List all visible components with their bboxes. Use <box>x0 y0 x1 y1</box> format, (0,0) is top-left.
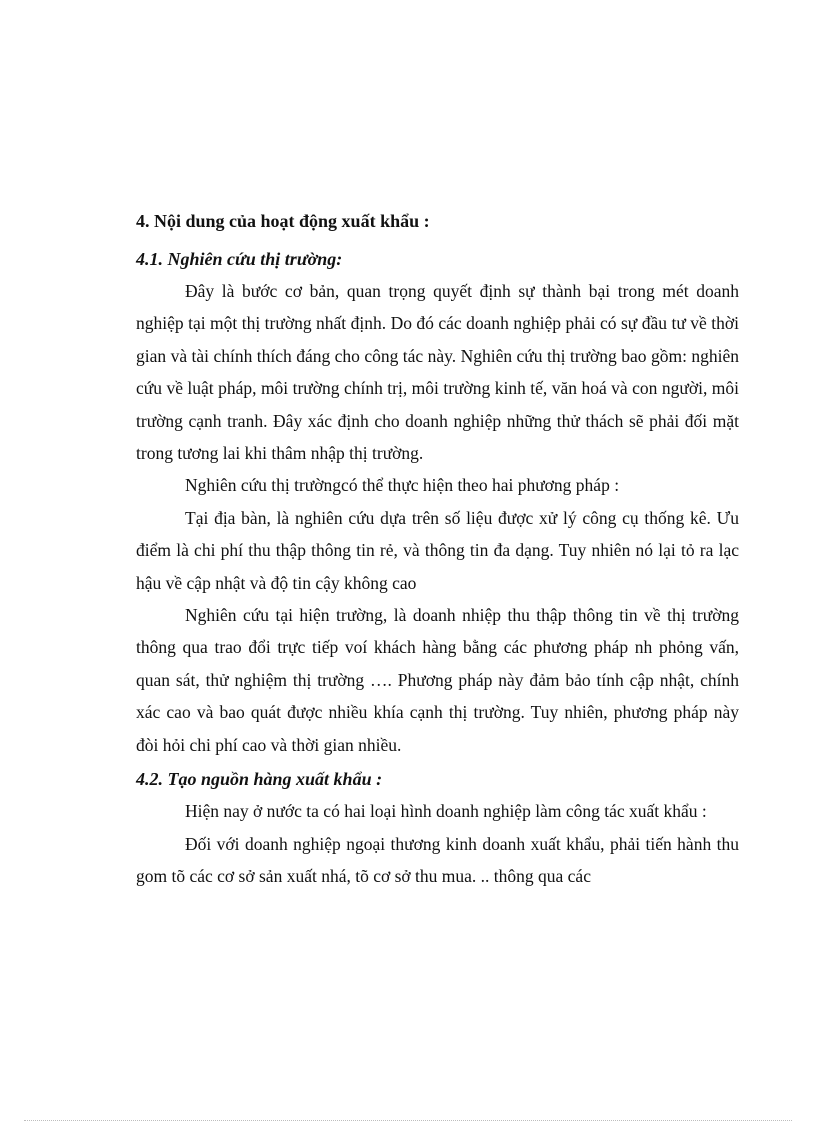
paragraph-field-research: Nghiên cứu tại hiện trường, là doanh nhiệp thu thập thông tin về thị trường thông qua trao đổi trực tiếp voí khách hàng bằng các phương pháp nh phỏng vấn, quan sát, thử nghiệm thị trường …. Phương pháp này đảm bảo tính cập nhật, chính xác cao và bao quát được nhiều khía cạnh thị trường. Tuy nhiên, phương pháp này đòi hỏi chi phí cao và thời gian nhiều. <box>136 605 739 755</box>
section-heading: 4. Nội dung của hoạt động xuất khẩu : <box>136 211 430 231</box>
subsection-heading-market-research: 4.1. Nghiên cứu thị trường: <box>136 249 343 269</box>
subsection-heading-export-sourcing: 4.2. Tạo nguồn hàng xuất khẩu : <box>136 769 383 790</box>
paragraph-foreign-trade-enterprises: Đối với doanh nghiệp ngoại thương kinh doanh xuất khẩu, phải tiến hành thu gom tõ các cơ sở sản xuất nhá, tõ cơ sở thu mua. .. thông qua các <box>136 833 739 886</box>
document-body <box>136 205 739 892</box>
paragraph-research-methods: Nghiên cứu thị trườngcó thể thực hiện theo hai phương pháp : <box>185 475 620 496</box>
paragraph-market-research-intro: Đây là bước cơ bản, quan trọng quyết định sự thành bại trong mét doanh nghiệp tại một thị trường nhất định. Do đó các doanh nghiệp phải có sự đầu tư về thời gian và tài chính thích đáng cho công tác này. Nghiên cứu thị trường bao gồm: nghiên cứu về luật pháp, môi trường chính trị, môi trường kinh tế, văn hoá và con người, môi trường cạnh tranh. Đây xác định cho doanh nghiệp những thử thách sẽ phải đối mặt trong tương lai khi thâm nhập thị trường. <box>136 281 739 464</box>
page-bottom-divider <box>24 1120 792 1121</box>
paragraph-enterprise-types: Hiện nay ở nước ta có hai loại hình doanh nghiệp làm công tác xuất khẩu : <box>185 801 707 822</box>
paragraph-desk-research: Tại địa bàn, là nghiên cứu dựa trên số liệu được xử lý công cụ thống kê. Ưu điểm là chi phí thu thập thông tin rẻ, và thông tin đa dạng. Tuy nhiên nó lại tỏ ra lạc hậu về cập nhật và độ tin cậy không cao <box>136 507 739 593</box>
